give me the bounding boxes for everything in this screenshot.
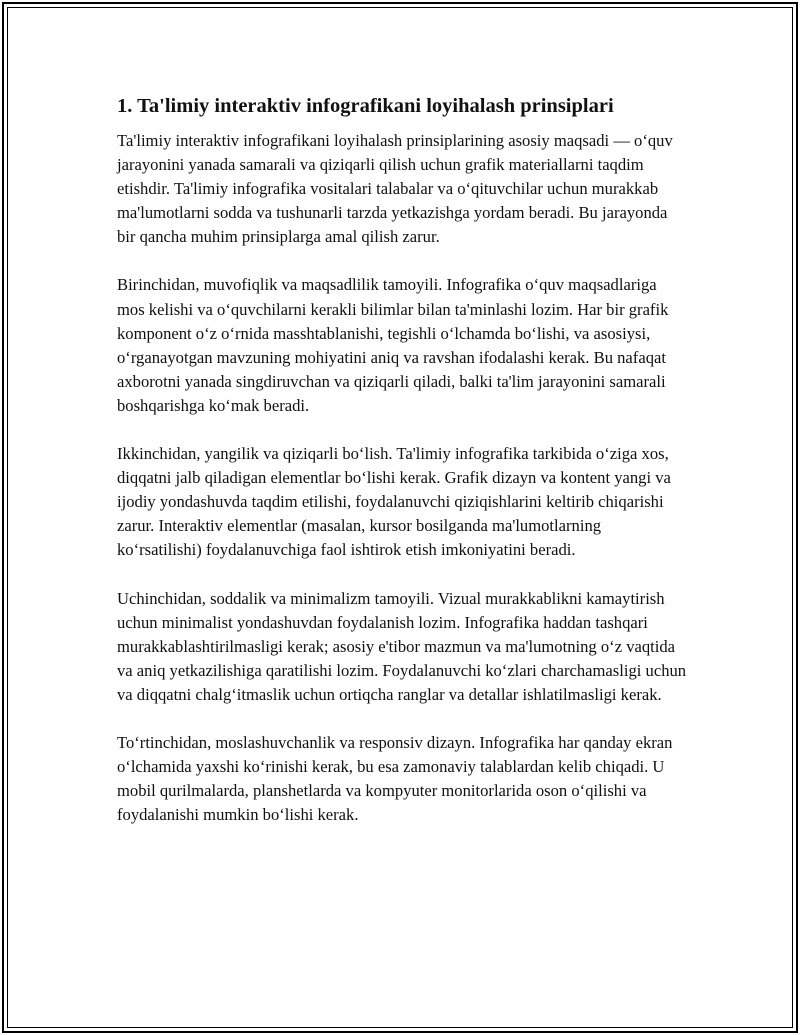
paragraph-first-principle: Birinchidan, muvofiqlik va maqsadlilik tamoyili. Infografika oʻquv maqsadlariga mos kelishi va oʻquvchilarni kerakli bilimlar bilan ta'minlashi lozim. Har bir grafik komponent oʻz oʻrnida masshtablanishi, tegishli oʻlchamda boʻlishi, va asosiysi, oʻrganayotgan mavzuning mohiyatini aniq va ravshan ifodalashi kerak. Bu nafaqat axborotni yanada singdiruvchan va qiziqarli qiladi, balki ta'lim jarayonini samarali boshqarishga koʻmak beradi. bbox=[117, 275, 669, 415]
section-heading: 1. Ta'limiy interaktiv infografikani loyihalash prinsiplari bbox=[117, 95, 614, 117]
document-body bbox=[117, 93, 687, 851]
paragraph-fourth-principle: Toʻrtinchidan, moslashuvchanlik va responsiv dizayn. Infografika har qanday ekran oʻlchamida yaxshi koʻrinishi kerak, bu esa zamonaviy talablardan kelib chiqadi. U mobil qurilmalarda, planshetlarda va kompyuter monitorlarida oson oʻqilishi va foydalanishi mumkin boʻlishi kerak. bbox=[117, 732, 673, 825]
paragraph-third-principle: Uchinchidan, soddalik va minimalizm tamoyili. Vizual murakkablikni kamaytirish uchun minimalist yondashuvdan foydalanish lozim. Infografika haddan tashqari murakkablashtirilmasligi kerak; asosiy e'tibor mazmun va ma'lumotning oʻz vaqtida va aniq yetkazilishiga qaratilishi lozim. Foydalanuvchi koʻzlari charchamasligi uchun va diqqatni chalgʻitmaslik uchun ortiqcha ranglar va detallar ishlatilmasligi kerak. bbox=[117, 588, 687, 704]
paragraph-intro: Ta'limiy interaktiv infografikani loyihalash prinsiplarining asosiy maqsadi — oʻquv jarayonini yanada samarali va qiziqarli qilish uchun grafik materiallarni taqdim etishdir. Ta'limiy infografika vositalari talabalar va oʻqituvchilar uchun murakkab ma'lumotlarni sodda va tushunarli tarzda yetkazishga yordam beradi. Bu jarayonda bir qancha muhim prinsiplarga amal qilish zarur. bbox=[117, 131, 673, 247]
paragraph-second-principle: Ikkinchidan, yangilik va qiziqarli boʻlish. Ta'limiy infografika tarkibida oʻziga xos, diqqatni jalb qiladigan elementlar boʻlishi kerak. Grafik dizayn va kontent yangi va ijodiy yondashuvda taqdim etilishi, foydalanuvchi qiziqishlarini keltirib chiqarishi zarur. Interaktiv elementlar (masalan, kursor bosilganda ma'lumotlarning koʻrsatilishi) foydalanuvchiga faol ishtirok etish imkoniyatini beradi. bbox=[117, 444, 671, 560]
